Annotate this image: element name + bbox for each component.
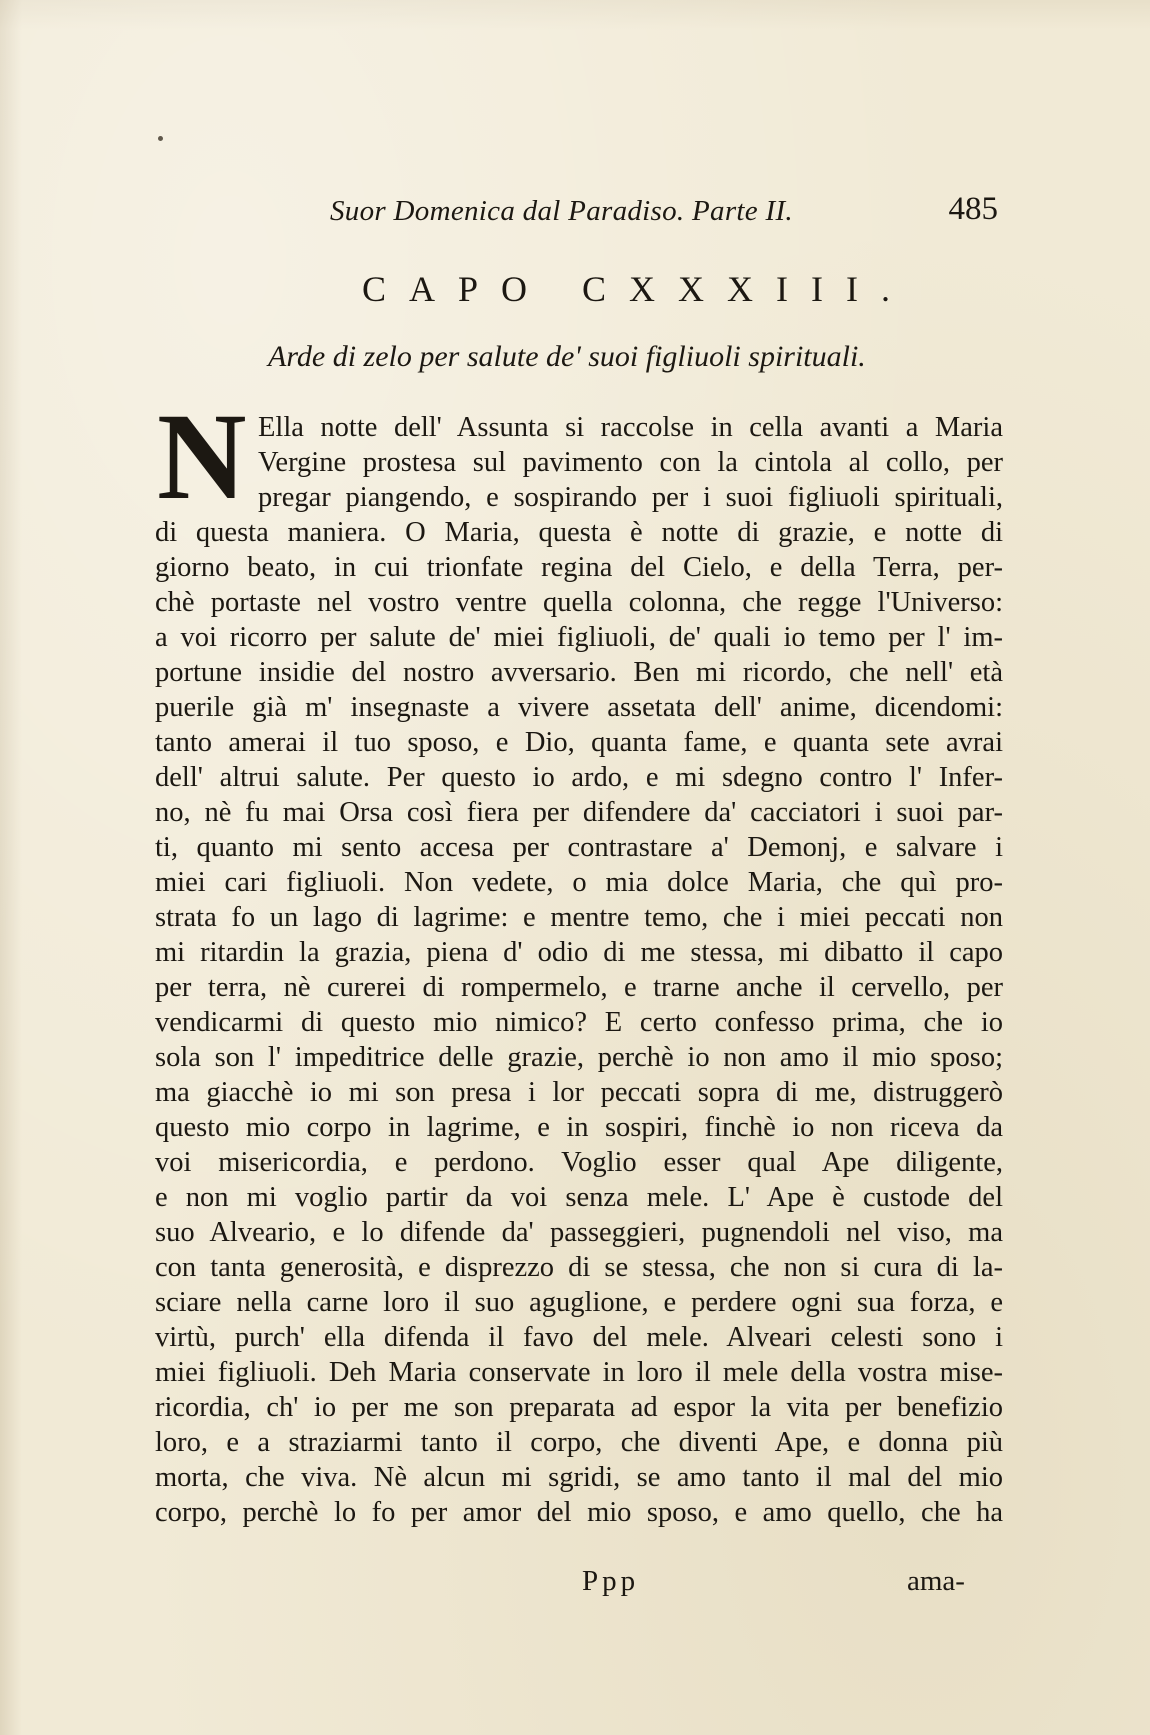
text-line: strata fo un lago di lagrime: e mentre temo, che i miei peccati non	[155, 902, 1003, 933]
text-line: loro, e a straziarmi tanto il corpo, che diventi Ape, e donna più	[155, 1427, 1003, 1458]
text-line: ti, quanto mi sento accesa per contrastare a' Demonj, e salvare i	[155, 832, 1003, 863]
running-head-title: Suor Domenica dal Paradiso. Parte II.	[330, 195, 793, 227]
text-line: e non mi voglio partir da voi senza mele. L' Ape è custode del	[155, 1182, 1003, 1213]
text-line: puerile già m' insegnaste a vivere assetata dell' anime, dicendomi:	[155, 692, 1003, 723]
text-line: suo Alveario, e lo difende da' passeggieri, pugnendoli nel viso, ma	[155, 1217, 1003, 1248]
ink-speck	[158, 136, 163, 141]
text-line: miei cari figliuoli. Non vedete, o mia dolce Maria, che quì pro-	[155, 867, 1003, 898]
text-line: Vergine prostesa sul pavimento con la cintola al collo, per	[258, 447, 1003, 478]
text-line: mi ritardin la grazia, piena d' odio di me stessa, mi dibatto il capo	[155, 937, 1003, 968]
text-line: tanto amerai il tuo sposo, e Dio, quanta fame, e quanta sete avrai	[155, 727, 1003, 758]
page-number: 485	[948, 191, 998, 227]
text-line: virtù, purch' ella difenda il favo del mele. Alveari celesti sono i	[155, 1322, 1003, 1353]
running-head	[320, 191, 1010, 235]
text-line: Ella notte dell' Assunta si raccolse in cella avanti a Maria	[258, 412, 1003, 443]
text-line: questo mio corpo in lagrime, e in sospiri, finchè io non riceva da	[155, 1112, 1003, 1143]
text-line: con tanta generosità, e disprezzo di se stessa, che non si cura di la-	[155, 1252, 1003, 1283]
text-line: dell' altrui salute. Per questo io ardo, e mi sdegno contro l' Infer-	[155, 762, 1003, 793]
text-line: miei figliuoli. Deh Maria conservate in loro il mele della vostra mise-	[155, 1357, 1003, 1388]
text-line: chè portaste nel vostro ventre quella colonna, che regge l'Universo:	[155, 587, 1003, 618]
chapter-subtitle: Arde di zelo per salute de' suoi figliuoli spirituali.	[268, 340, 866, 373]
catchword: ama-	[907, 1565, 965, 1597]
text-line: pregar piangendo, e sospirando per i suoi figliuoli spirituali,	[258, 482, 1003, 513]
text-line: per terra, nè curerei di rompermelo, e trarne anche il cervello, per	[155, 972, 1003, 1003]
text-line: portune insidie del nostro avversario. Ben mi ricordo, che nell' età	[155, 657, 1003, 688]
text-line: ricordia, ch' io per me son preparata ad espor la vita per benefizio	[155, 1392, 1003, 1423]
text-line: sola son l' impeditrice delle grazie, perchè io non amo il mio sposo;	[155, 1042, 1003, 1073]
text-line: voi misericordia, e perdono. Voglio esser qual Ape diligente,	[155, 1147, 1003, 1178]
text-line: di questa maniera. O Maria, questa è notte di grazie, e notte di	[155, 517, 1003, 548]
text-line: morta, che viva. Nè alcun mi sgridi, se amo tanto il mal del mio	[155, 1462, 1003, 1493]
text-line: no, nè fu mai Orsa così fiera per difendere da' cacciatori i suoi par-	[155, 797, 1003, 828]
text-line: giorno beato, in cui trionfate regina del Cielo, e della Terra, per-	[155, 552, 1003, 583]
drop-cap: N	[157, 388, 247, 525]
page-footer	[0, 1565, 1150, 1605]
text-line: a voi ricorro per salute de' miei figliuoli, de' quali io temo per l' im-	[155, 622, 1003, 653]
text-line: corpo, perchè lo fo per amor del mio sposo, e amo quello, che ha	[155, 1497, 1003, 1528]
signature-mark: Ppp	[582, 1565, 640, 1597]
text-line: sciare nella carne loro il suo aguglione, e perdere ogni sua forza, e	[155, 1287, 1003, 1318]
text-line: ma giacchè io mi son presa i lor peccati sopra di me, distruggerò	[155, 1077, 1003, 1108]
text-line: vendicarmi di questo mio nimico? E certo confesso prima, che io	[155, 1007, 1003, 1038]
chapter-title: CAPO CXXXIII.	[362, 269, 913, 309]
